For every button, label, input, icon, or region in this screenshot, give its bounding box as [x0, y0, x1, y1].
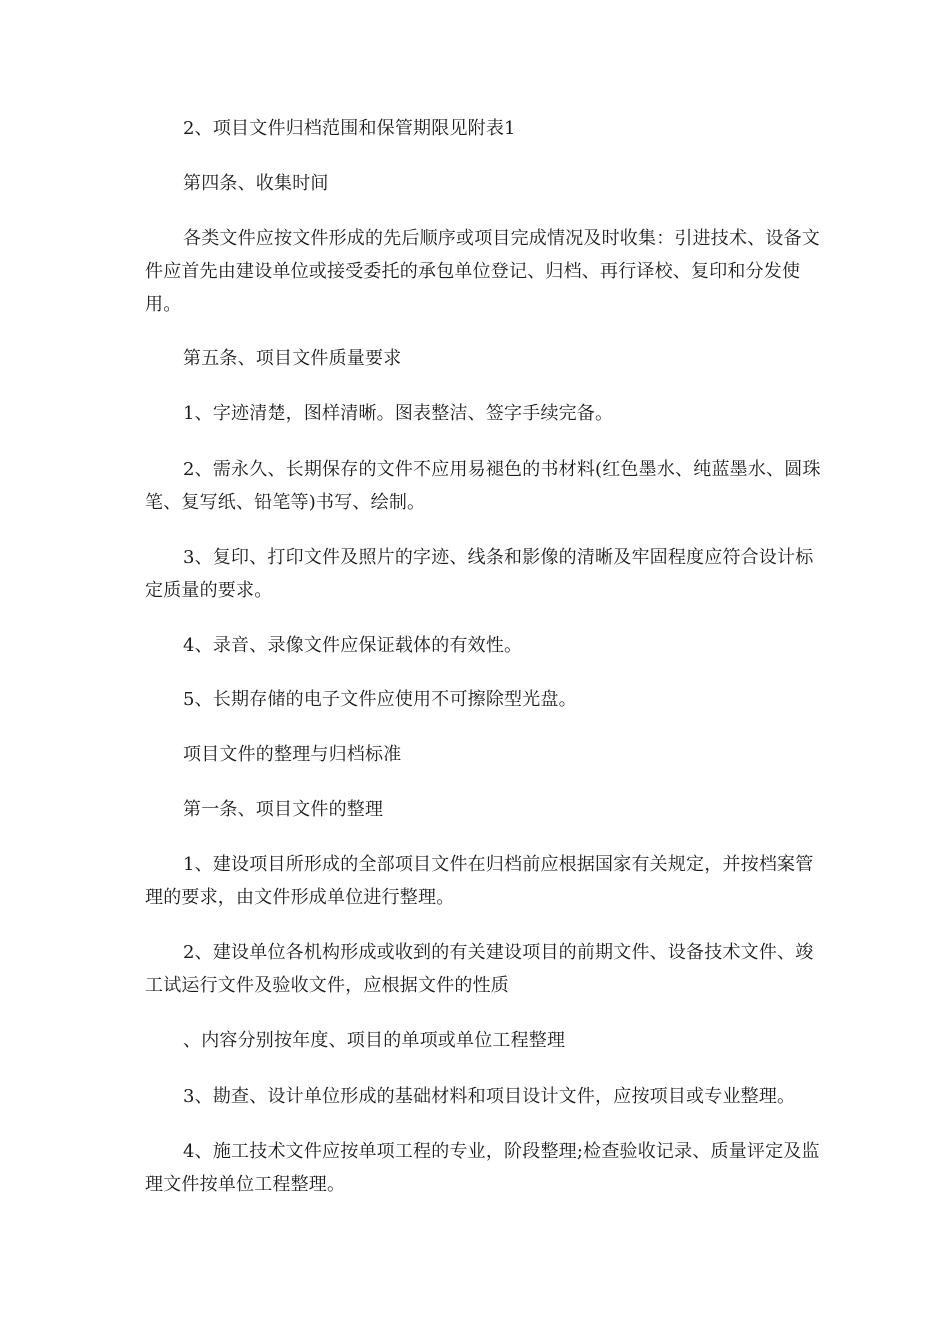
paragraph: 4、施工技术文件应按单项工程的专业，阶段整理;检查验收记录、质量评定及监理文件按单位工程整理。 — [145, 1141, 820, 1195]
paragraph: 2、项目文件归档范围和保管期限见附表1 — [183, 118, 516, 139]
paragraph: 1、建设项目所形成的全部项目文件在归档前应根据国家有关规定，并按档案管理的要求，由文件形成单位进行整理。 — [145, 854, 814, 908]
paragraph: 各类文件应按文件形成的先后顺序或项目完成情况及时收集：引进技术、设备文件应首先由建设单位或接受委托的承包单位登记、归档、再行译校、复印和分发使用。 — [145, 228, 820, 315]
paragraph: 2、需永久、长期保存的文件不应用易褪色的书材料(红色墨水、纯蓝墨水、圆珠笔、复写纸、铅笔等)书写、绘制。 — [145, 459, 821, 513]
section-heading: 第四条、收集时间 — [183, 173, 329, 194]
section-title: 项目文件的整理与归档标准 — [183, 744, 402, 765]
paragraph: 3、复印、打印文件及照片的字迹、线条和影像的清晰及牢固程度应符合设计标定质量的要求。 — [145, 547, 814, 601]
paragraph: 5、长期存储的电子文件应使用不可擦除型光盘。 — [183, 689, 577, 710]
paragraph: 2、建设单位各机构形成或收到的有关建设项目的前期文件、设备技术文件、竣工试运行文件及验收文件，应根据文件的性质 — [145, 942, 814, 996]
section-heading: 第一条、项目文件的整理 — [183, 799, 384, 820]
paragraph: 4、录音、录像文件应保证载体的有效性。 — [183, 635, 523, 656]
paragraph: 、内容分别按年度、项目的单项或单位工程整理 — [183, 1030, 566, 1051]
paragraph: 3、勘查、设计单位形成的基础材料和项目设计文件，应按项目或专业整理。 — [183, 1086, 796, 1107]
paragraph: 1、字迹清楚，图样清晰。图表整洁、签字手续完备。 — [183, 403, 614, 424]
section-heading: 第五条、项目文件质量要求 — [183, 348, 402, 369]
